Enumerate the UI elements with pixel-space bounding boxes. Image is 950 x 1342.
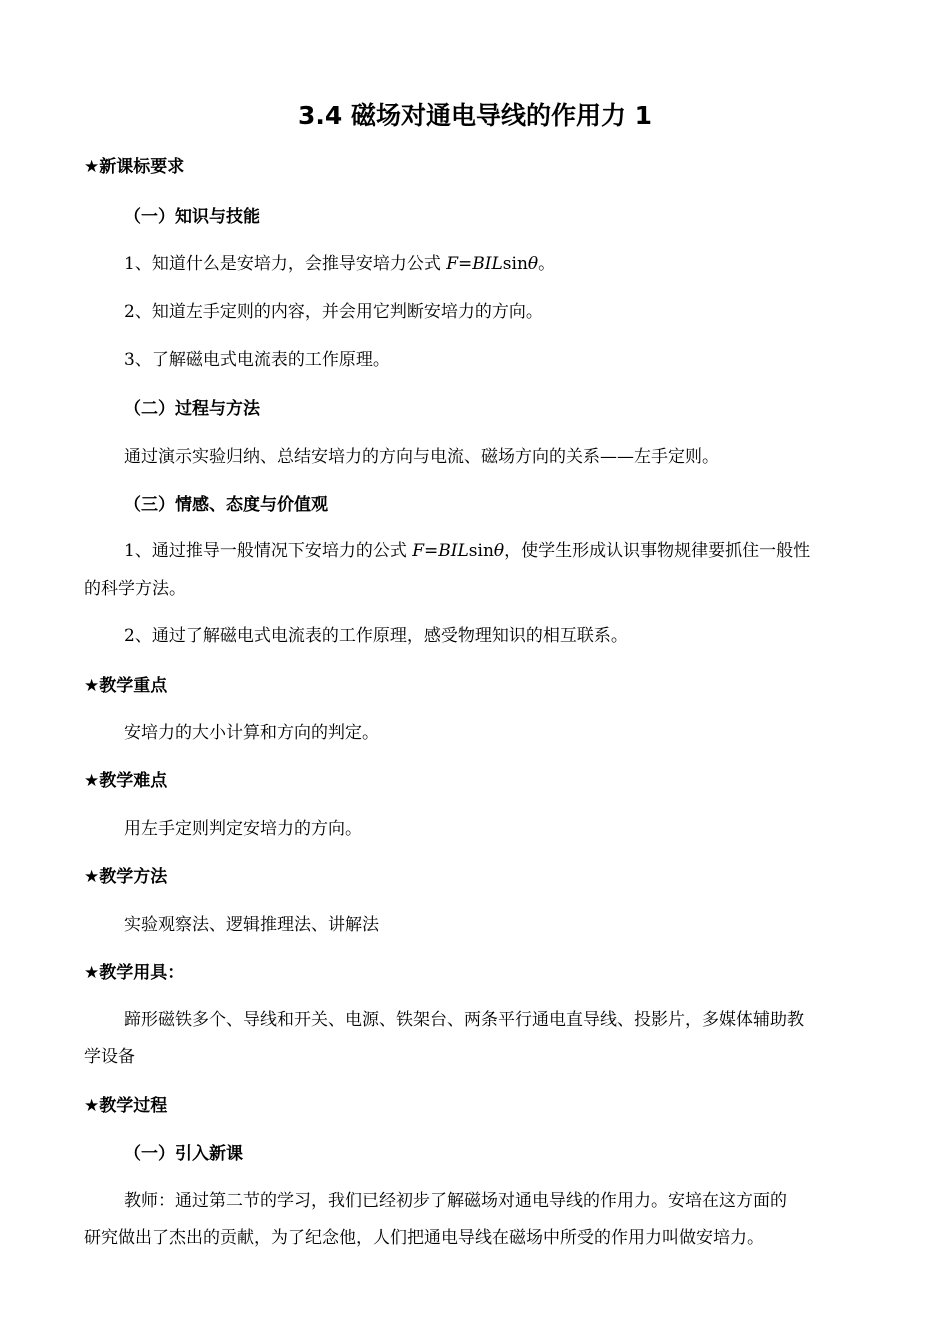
knowledge-item-2: 2、知道左手定则的内容，并会用它判断安培力的方向。 [124,302,543,322]
emotion-item-1-text: 1、通过推导一般情况下安培力的公式 [124,541,413,561]
key-points-text: 安培力的大小计算和方向的判定。 [124,723,379,743]
subheading-introduction: （一）引入新课 [124,1144,243,1164]
tools-text-continued: 学设备 [84,1047,135,1067]
formula-fbil: F=BIL [446,254,503,274]
formula-theta: θ [493,541,505,561]
subheading-process-method: （二）过程与方法 [124,399,260,419]
knowledge-item-1-end: 。 [538,254,556,274]
knowledge-item-1 [124,252,555,276]
formula-sin: sin [468,541,494,561]
emotion-item-2: 2、通过了解磁电式电流表的工作原理，感受物理知识的相互联系。 [124,626,628,646]
section-heading-teaching-process: ★教学过程 [84,1096,168,1116]
difficulties-text: 用左手定则判定安培力的方向。 [124,819,362,839]
emotion-item-1-rest: ，使学生形成认识事物规律要抓住一般性 [504,541,811,561]
knowledge-item-3: 3、了解磁电式电流表的工作原理。 [124,350,390,370]
subheading-knowledge-skills: （一）知识与技能 [124,207,260,227]
emotion-item-1-continued: 的科学方法。 [84,579,186,599]
section-heading-key-points: ★教学重点 [84,676,168,696]
emotion-item-1 [124,539,810,563]
knowledge-item-1-text: 1、知道什么是安培力，会推导安培力公式 [124,254,447,274]
section-heading-difficulties: ★教学难点 [84,771,168,791]
section-heading-tools: ★教学用具： [84,963,185,983]
tools-text: 蹄形磁铁多个、导线和开关、电源、铁架台、两条平行通电直导线、投影片，多媒体辅助教 [124,1010,804,1030]
introduction-paragraph-line-1: 教师：通过第二节的学习，我们已经初步了解磁场对通电导线的作用力。安培在这方面的 [124,1191,787,1211]
introduction-paragraph-line-2: 研究做出了杰出的贡献，为了纪念他，人们把通电导线在磁场中所受的作用力叫做安培力。 [84,1228,764,1248]
formula-theta: θ [527,254,539,274]
methods-text: 实验观察法、逻辑推理法、讲解法 [124,915,379,935]
subheading-emotion-values: （三）情感、态度与价值观 [124,495,328,515]
process-method-text: 通过演示实验归纳、总结安培力的方向与电流、磁场方向的关系——左手定则。 [124,447,719,467]
formula-fbil: F=BIL [412,541,469,561]
document-title: 3.4 磁场对通电导线的作用力 1 [297,101,653,130]
section-heading-methods: ★教学方法 [84,867,168,887]
formula-sin: sin [502,254,528,274]
section-heading-curriculum: ★新课标要求 [84,157,185,177]
